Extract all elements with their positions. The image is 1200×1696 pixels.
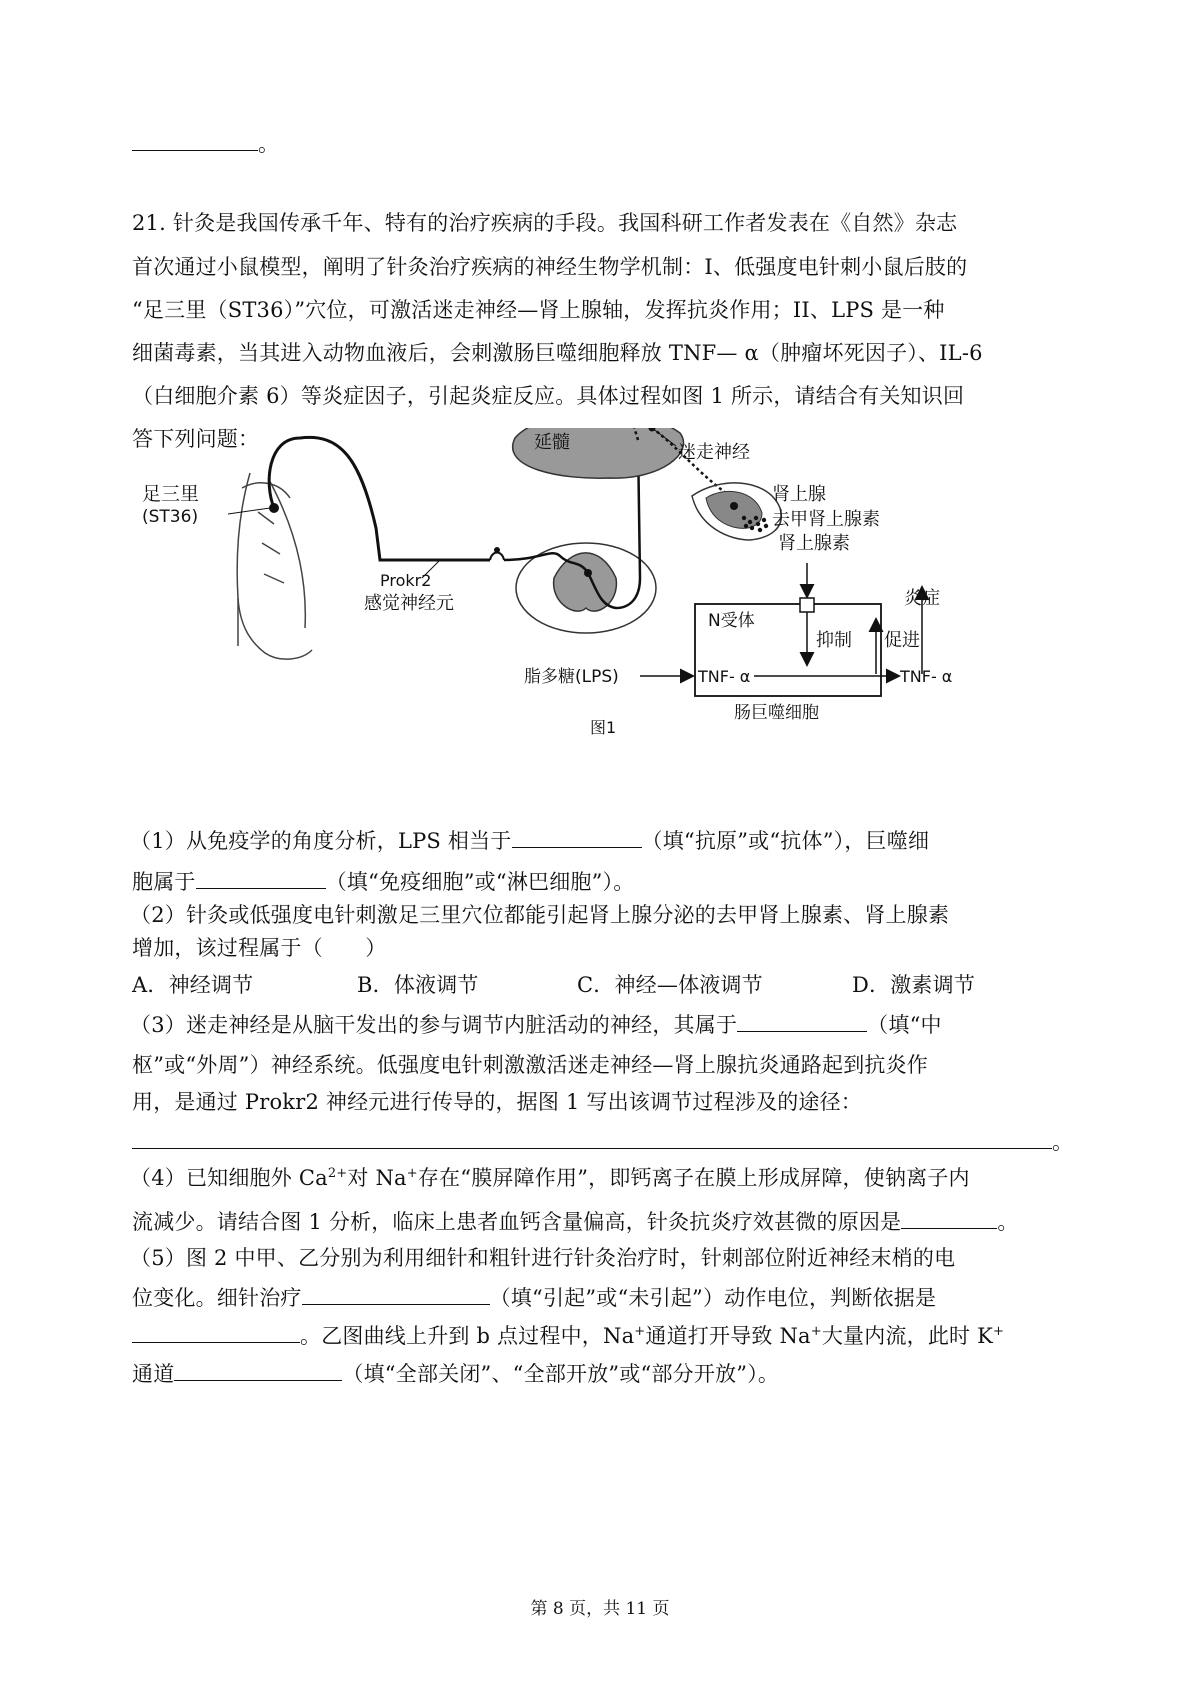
q4-line-1 [130, 1168, 970, 1189]
q4-text: 对 Na [347, 1166, 407, 1190]
label-sensory-neuron: 感觉神经元 [364, 593, 454, 614]
answer-blank[interactable] [132, 132, 258, 151]
figure-1-diagram [140, 428, 1080, 828]
q3-line-3: 用，是通过 Prokr2 神经元进行传导的，据图 1 写出该调节过程涉及的途径： [132, 1090, 862, 1114]
q1-text: 胞属于 [132, 870, 196, 894]
label-inhibit: 抑制 [816, 630, 852, 651]
q1-blank-1[interactable] [512, 829, 642, 848]
q1-text: （填“免疫细胞”或“淋巴细胞”）。 [325, 870, 635, 894]
previous-answer-line [132, 132, 279, 155]
punctuation: 。 [258, 132, 280, 156]
q4-line-2 [132, 1210, 1019, 1233]
question-stem-line-5: （白细胞介素 6）等炎症因子，引起炎症反应。具体过程如图 1 所示，请结合有关知识回 [132, 384, 965, 408]
label-lps: 脂多糖(LPS) [524, 667, 619, 687]
q5-line-1: （5）图 2 中甲、乙分别为利用细针和粗针进行针灸治疗时，针刺部位附近神经末梢的电 [130, 1246, 956, 1270]
superscript: + [406, 1166, 418, 1181]
q1-blank-2[interactable] [196, 870, 326, 889]
question-number: 21. [132, 211, 166, 235]
punctuation: 。 [1052, 1130, 1074, 1154]
q5-text: 通道 [132, 1362, 175, 1386]
label-vagus: 迷走神经 [678, 442, 750, 463]
q4-text: 流减少。请结合图 1 分析，临床上患者血钙含量偏高，针灸抗炎疗效甚微的原因是 [132, 1210, 902, 1234]
question-stem-line-6: 答下列问题： [132, 427, 260, 451]
label-leader [228, 508, 270, 514]
label-tnf-inside: TNF- α [698, 667, 751, 686]
figure-caption: 图1 [590, 718, 617, 737]
label-macrophage: 肠巨噬细胞 [734, 703, 819, 723]
label-zusanli: 足三里 [142, 483, 200, 505]
question-stem-line-3: “足三里（ST36）”穴位，可激活迷走神经—肾上腺轴，发挥抗炎作用；II、LPS 是一种 [132, 298, 945, 322]
q3-line-1 [130, 1013, 942, 1036]
q5-blank-1[interactable] [302, 1286, 490, 1305]
q2-line-1: （2）针灸或低强度电针刺激足三里穴位都能引起肾上腺分泌的去甲肾上腺素、肾上腺素 [130, 903, 950, 927]
q5-text: （填“引起”或“未引起”）动作电位，判断依据是 [489, 1286, 937, 1310]
stem-text: 针灸是我国传承千年、特有的治疗疾病的手段。我国科研工作者发表在《自然》杂志 [172, 211, 958, 235]
adrenal-gland-drawing [692, 483, 781, 540]
q5-line-4 [132, 1362, 779, 1385]
label-adrenal: 肾上腺 [772, 484, 826, 505]
option-d[interactable]: D．激素调节 [852, 973, 976, 997]
q3-text: （填“中 [867, 1013, 942, 1037]
q1-text: （1）从免疫学的角度分析，LPS 相当于 [130, 829, 512, 853]
q4-text: 存在“膜屏障作用”，即钙离子在膜上形成屏障，使钠离子内 [417, 1166, 970, 1190]
superscript: + [810, 1324, 822, 1339]
punctuation: 。 [997, 1210, 1019, 1234]
q4-text: （4）已知细胞外 Ca [130, 1166, 328, 1190]
q5-text: 通道打开导致 Na [645, 1324, 811, 1348]
page-footer: 第 8 页，共 11 页 [530, 1599, 670, 1619]
q3-blank-2[interactable] [132, 1130, 1052, 1149]
option-c[interactable]: C．神经—体液调节 [577, 973, 763, 997]
superscript: + [634, 1324, 646, 1339]
q5-blank-2[interactable] [132, 1324, 300, 1343]
q4-blank[interactable] [901, 1210, 997, 1229]
q3-line-4 [132, 1130, 1073, 1153]
label-medulla: 延髓 [534, 432, 570, 453]
superscript: + [993, 1324, 1005, 1339]
question-stem-line-2: 首次通过小鼠模型，阐明了针灸治疗疾病的神经生物学机制：I、低强度电针刺小鼠后肢的 [132, 255, 968, 279]
q1-text: （填“抗原”或“抗体”），巨噬细 [641, 829, 930, 853]
question-stem-line-1 [132, 213, 957, 234]
label-norepinephrine: 去甲肾上腺素 [772, 509, 880, 530]
q2-options [132, 975, 975, 996]
q3-line-2: 枢”或“外周”）神经系统。低强度电针刺激激活迷走神经—肾上腺抗炎通路起到抗炎作 [132, 1053, 929, 1077]
q5-blank-3[interactable] [174, 1362, 342, 1381]
label-n-receptor: N受体 [708, 611, 755, 631]
q5-line-2 [132, 1286, 936, 1309]
option-a[interactable]: A．神经调节 [132, 973, 254, 997]
superscript: 2+ [327, 1166, 348, 1181]
q5-text: 。乙图曲线上升到 b 点过程中，Na [300, 1324, 635, 1348]
q5-text: 位变化。细针治疗 [132, 1286, 302, 1310]
label-tnf-outside: TNF- α [900, 667, 953, 686]
n-receptor-square [800, 598, 814, 612]
q3-text: （3）迷走神经是从脑干发出的参与调节内脏活动的神经，其属于 [130, 1013, 738, 1037]
question-stem-line-4: 细菌毒素，当其进入动物血液后，会刺激肠巨噬细胞释放 TNF— α（肿瘤坏死因子）、IL-6 [132, 341, 983, 365]
q1-line-1 [130, 829, 929, 852]
q5-text: （填“全部关闭”、“全部开放”或“部分开放”）。 [342, 1362, 780, 1386]
q2-line-2: 增加，该过程属于（ ） [132, 936, 387, 960]
prokr2-sensory-nerve [269, 437, 490, 560]
label-inflammation: 炎症 [904, 588, 940, 609]
q1-line-2 [132, 870, 634, 893]
q5-text: 大量内流，此时 K [821, 1324, 994, 1348]
label-epinephrine: 肾上腺素 [778, 533, 850, 554]
label-prokr2: Prokr2 [380, 571, 432, 590]
mouse-leg-drawing [237, 473, 312, 659]
q3-blank-1[interactable] [737, 1013, 867, 1032]
q5-line-3 [132, 1324, 1004, 1347]
label-st36: (ST36) [142, 507, 199, 527]
label-promote: 促进 [884, 630, 920, 651]
option-b[interactable]: B．体液调节 [357, 973, 479, 997]
